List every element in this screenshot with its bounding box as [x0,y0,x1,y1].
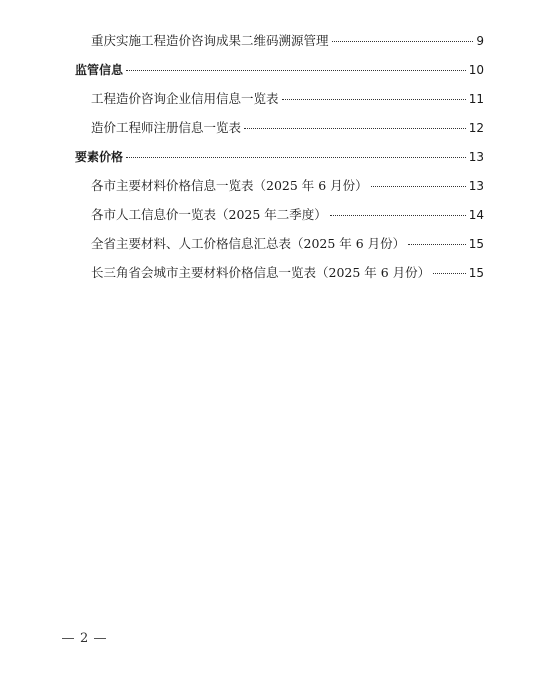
toc-dot-leader [332,41,474,42]
toc-entry-page: 12 [468,121,484,135]
toc-entry-city-material-prices[interactable] [91,178,484,194]
toc-entry-page: 10 [468,63,484,77]
toc-entry-title: 监管信息 [75,63,124,77]
toc-dot-leader [433,273,466,274]
toc-entry-yangtze-delta-prices[interactable] [91,265,484,281]
toc-entry-page: 15 [468,266,484,280]
footer-dash-right [94,638,106,639]
toc-dot-leader [126,157,466,158]
toc-entry-province-summary[interactable] [91,236,484,252]
toc-entry-engineer-registration[interactable] [91,120,484,136]
toc-entry-supervision-info[interactable] [75,62,484,78]
toc-dot-leader [126,70,466,71]
toc-entry-title: 全省主要材料、人工价格信息汇总表（2025 年 6 月份） [91,236,406,251]
toc-entry-page: 14 [468,208,484,222]
toc-entry-page: 15 [468,237,484,251]
toc-dot-leader [282,99,466,100]
toc-entry-element-prices[interactable] [75,149,484,165]
toc-entry-title: 各市人工信息价一览表（2025 年二季度） [91,207,327,222]
toc-entry-qr-traceability[interactable] [91,33,484,49]
toc-entry-title: 长三角省会城市主要材料价格信息一览表（2025 年 6 月份） [91,265,431,280]
toc-dot-leader [244,128,466,129]
toc-entry-title: 造价工程师注册信息一览表 [91,120,242,135]
toc-entry-page: 13 [468,179,484,193]
toc-entry-city-labor-prices[interactable] [91,207,484,223]
toc-entry-enterprise-credit[interactable] [91,91,484,107]
footer-dash-left [62,638,74,639]
toc-dot-leader [371,186,466,187]
toc-entry-page: 13 [468,150,484,164]
toc-entry-title: 工程造价咨询企业信用信息一览表 [91,91,279,106]
toc-dot-leader [330,215,466,216]
page-footer [62,631,106,646]
toc-entry-title: 各市主要材料价格信息一览表（2025 年 6 月份） [91,178,368,193]
toc-entry-page: 11 [468,92,484,106]
toc-entry-title: 重庆实施工程造价咨询成果二维码溯源管理 [91,33,329,48]
toc-dot-leader [408,244,466,245]
toc-entry-title: 要素价格 [75,150,124,164]
toc-entry-page: 9 [476,34,484,48]
footer-page-number: 2 [80,631,89,646]
